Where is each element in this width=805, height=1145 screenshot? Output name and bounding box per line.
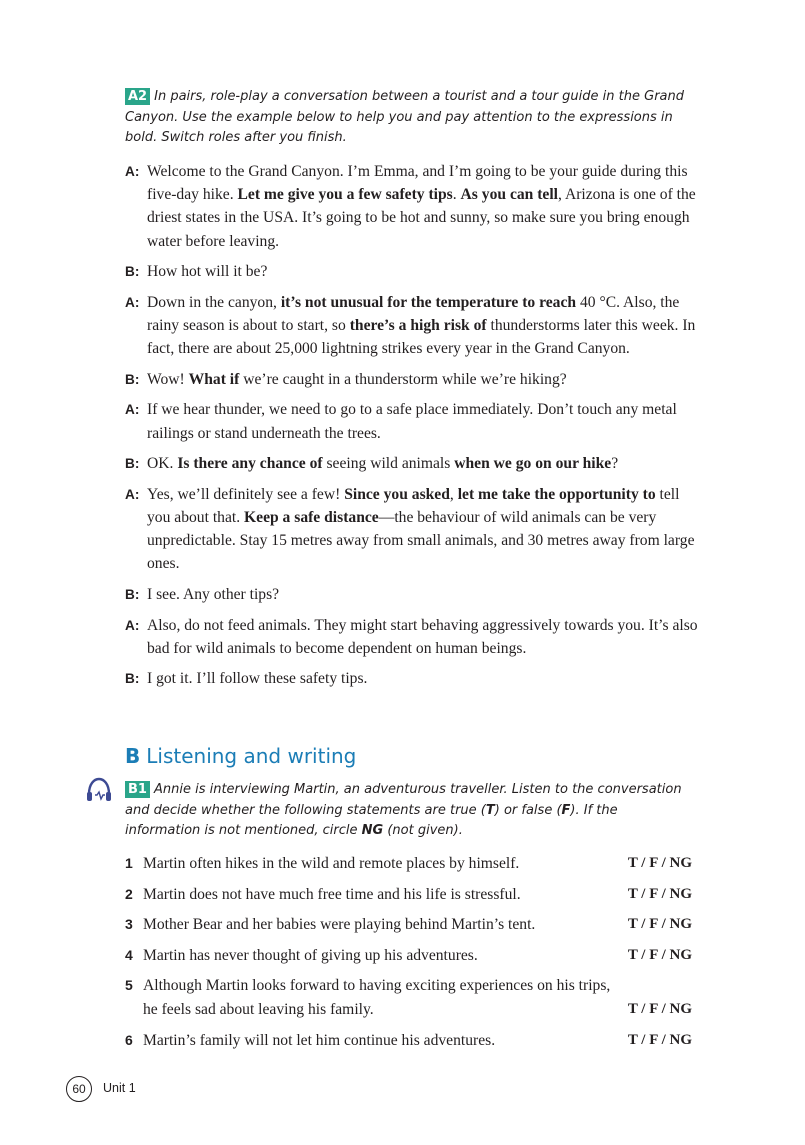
instruction-text: Annie is interviewing Martin, an adventurous traveller. Listen to the conversation and decide whether the following statements are true (: [125, 782, 682, 818]
dialogue-line: [125, 583, 700, 606]
statement-item: [125, 974, 695, 1021]
dialogue-text: Yes, we’ll definitely see a few!: [147, 485, 345, 503]
dialogue-text: Welcome to the Grand Canyon. I’m Emma, and I’m going to be your guide during this five-day hike.: [147, 163, 688, 204]
task-b1-text: [125, 782, 682, 838]
dialogue-text: OK.: [147, 455, 178, 473]
dialogue-text: .: [452, 186, 461, 204]
dialogue-text: I see. Any other tips?: [147, 585, 280, 603]
dialogue-text: tell you about that.: [147, 485, 680, 526]
dialogue-text: How hot will it be?: [147, 263, 268, 281]
dialogue-text: Also, do not feed animals. They might start behaving aggressively towards you. It’s also bad for wild animals to become dependent on human beings.: [147, 616, 698, 657]
bold-expression: As you can tell: [460, 186, 559, 204]
speaker-label: B:: [125, 586, 140, 602]
statement-text: Martin’s family will not let him continue his adventures.: [143, 1031, 496, 1049]
bold-expression: let me take the opportunity to: [457, 485, 656, 503]
dialogue-line: [125, 614, 700, 660]
statement-item: [125, 944, 695, 968]
statement-number: 3: [125, 916, 133, 933]
bold-expression: What if: [188, 370, 240, 388]
bold-option-letter: NG: [361, 823, 384, 838]
unit-label: Unit 1: [103, 1081, 136, 1095]
statement-number: 1: [125, 855, 133, 871]
statement-item: [125, 1029, 695, 1053]
dialogue-text: ?: [611, 455, 619, 473]
statement-item: [125, 883, 695, 907]
dialogue: [125, 160, 700, 698]
instruction-text: (not given).: [383, 823, 463, 838]
bold-expression: it’s not unusual for the temperature to reach: [280, 293, 577, 311]
tfng-options[interactable]: T / F / NG: [627, 946, 692, 963]
bold-expression: Since you asked: [344, 485, 450, 503]
dialogue-text: thunderstorms later this week. In fact, there are about 25,000 lightning strikes every year in the Grand Canyon.: [147, 317, 696, 358]
speaker-label: B:: [125, 371, 140, 387]
bold-expression: when we go on our hike: [454, 455, 612, 473]
bold-expression: Let me give you a few safety tips: [237, 186, 453, 204]
instruction-text: ). If the information is not mentioned, circle: [125, 802, 618, 838]
task-b1-instruction: [125, 780, 690, 842]
dialogue-text: Down in the canyon,: [147, 293, 281, 311]
speaker-label: A:: [125, 402, 140, 418]
speaker-label: A:: [125, 164, 140, 179]
tfng-options[interactable]: T / F / NG: [627, 916, 692, 933]
task-b1-tag: B1: [125, 781, 150, 798]
statement-number: 6: [125, 1031, 133, 1048]
dialogue-text: seeing wild animals: [322, 455, 455, 473]
speaker-label: B:: [125, 264, 140, 280]
dialogue-text: ,: [449, 485, 458, 503]
page-number: 60: [66, 1076, 92, 1102]
dialogue-line: [125, 291, 700, 361]
section-b-heading: [125, 744, 356, 768]
tfng-options[interactable]: T / F / NG: [627, 1031, 692, 1048]
tfng-options[interactable]: T / F / NG: [627, 885, 692, 902]
dialogue-text: I got it. I’ll follow these safety tips.: [147, 670, 368, 688]
section-letter: B: [125, 744, 141, 768]
task-a2-text: In pairs, role-play a conversation between a tourist and a tour guide in the Grand Canyon. Use the example below to help you and pay attention to the expressions in bold. Switch roles after you finish.: [125, 89, 684, 145]
dialogue-text: we’re caught in a thunderstorm while we’re hiking?: [239, 370, 567, 388]
task-a2-tag: A2: [125, 88, 150, 105]
bold-option-letter: F: [561, 802, 571, 818]
bold-option-letter: T: [485, 802, 495, 818]
dialogue-line: [125, 398, 700, 444]
dialogue-text: If we hear thunder, we need to go to a safe place immediately. Don’t touch any metal railings or stand underneath the trees.: [147, 401, 677, 442]
statement-number: 5: [125, 977, 133, 994]
statement-item: [125, 913, 695, 937]
tfng-options[interactable]: T / F / NG: [627, 855, 692, 871]
dialogue-line: [125, 260, 700, 283]
statement-text: Although Martin looks forward to having exciting experiences on his trips, he feels sad about leaving his family.: [143, 977, 611, 1018]
statement-text: Martin often hikes in the wild and remote places by himself.: [143, 855, 520, 872]
tfng-options[interactable]: T / F / NG: [627, 1000, 692, 1017]
dialogue-text: , Arizona is one of the driest states in the USA. It’s going to be hot and sunny, so make sure you bring enough water before leaving.: [147, 186, 696, 250]
statement-text: Martin has never thought of giving up his adventures.: [143, 946, 478, 964]
dialogue-text: Wow!: [147, 370, 189, 388]
dialogue-line: [125, 452, 700, 475]
dialogue-line: [125, 483, 700, 576]
task-a2-instruction: [125, 87, 685, 149]
speaker-label: A:: [125, 617, 140, 633]
bold-expression: Keep a safe distance: [244, 508, 379, 526]
dialogue-line: [125, 368, 700, 391]
instruction-text: ) or false (: [494, 802, 562, 818]
headphones-icon[interactable]: [84, 775, 114, 805]
speaker-label: A:: [125, 486, 140, 502]
statement-list: [125, 852, 695, 1059]
statement-number: 2: [125, 885, 133, 902]
speaker-label: B:: [125, 456, 140, 472]
bold-expression: Is there any chance of: [177, 455, 323, 473]
dialogue-line: [125, 160, 700, 253]
bold-expression: there’s a high risk of: [349, 317, 487, 334]
speaker-label: B:: [125, 671, 140, 687]
speaker-label: A:: [125, 294, 140, 310]
statement-number: 4: [125, 946, 133, 963]
dialogue-text: —the behaviour of wild animals can be very unpredictable. Stay 15 metres away from small animals, and 30 metres away from large ones.: [147, 508, 695, 573]
statement-text: Mother Bear and her babies were playing behind Martin’s tent.: [143, 916, 536, 934]
dialogue-text: 40 °C. Also, the rainy season is about to start, so: [147, 293, 680, 334]
statement-text: Martin does not have much free time and his life is stressful.: [143, 885, 521, 903]
section-title: Listening and writing: [146, 744, 357, 768]
dialogue-line: [125, 667, 700, 690]
statement-item: [125, 852, 695, 876]
